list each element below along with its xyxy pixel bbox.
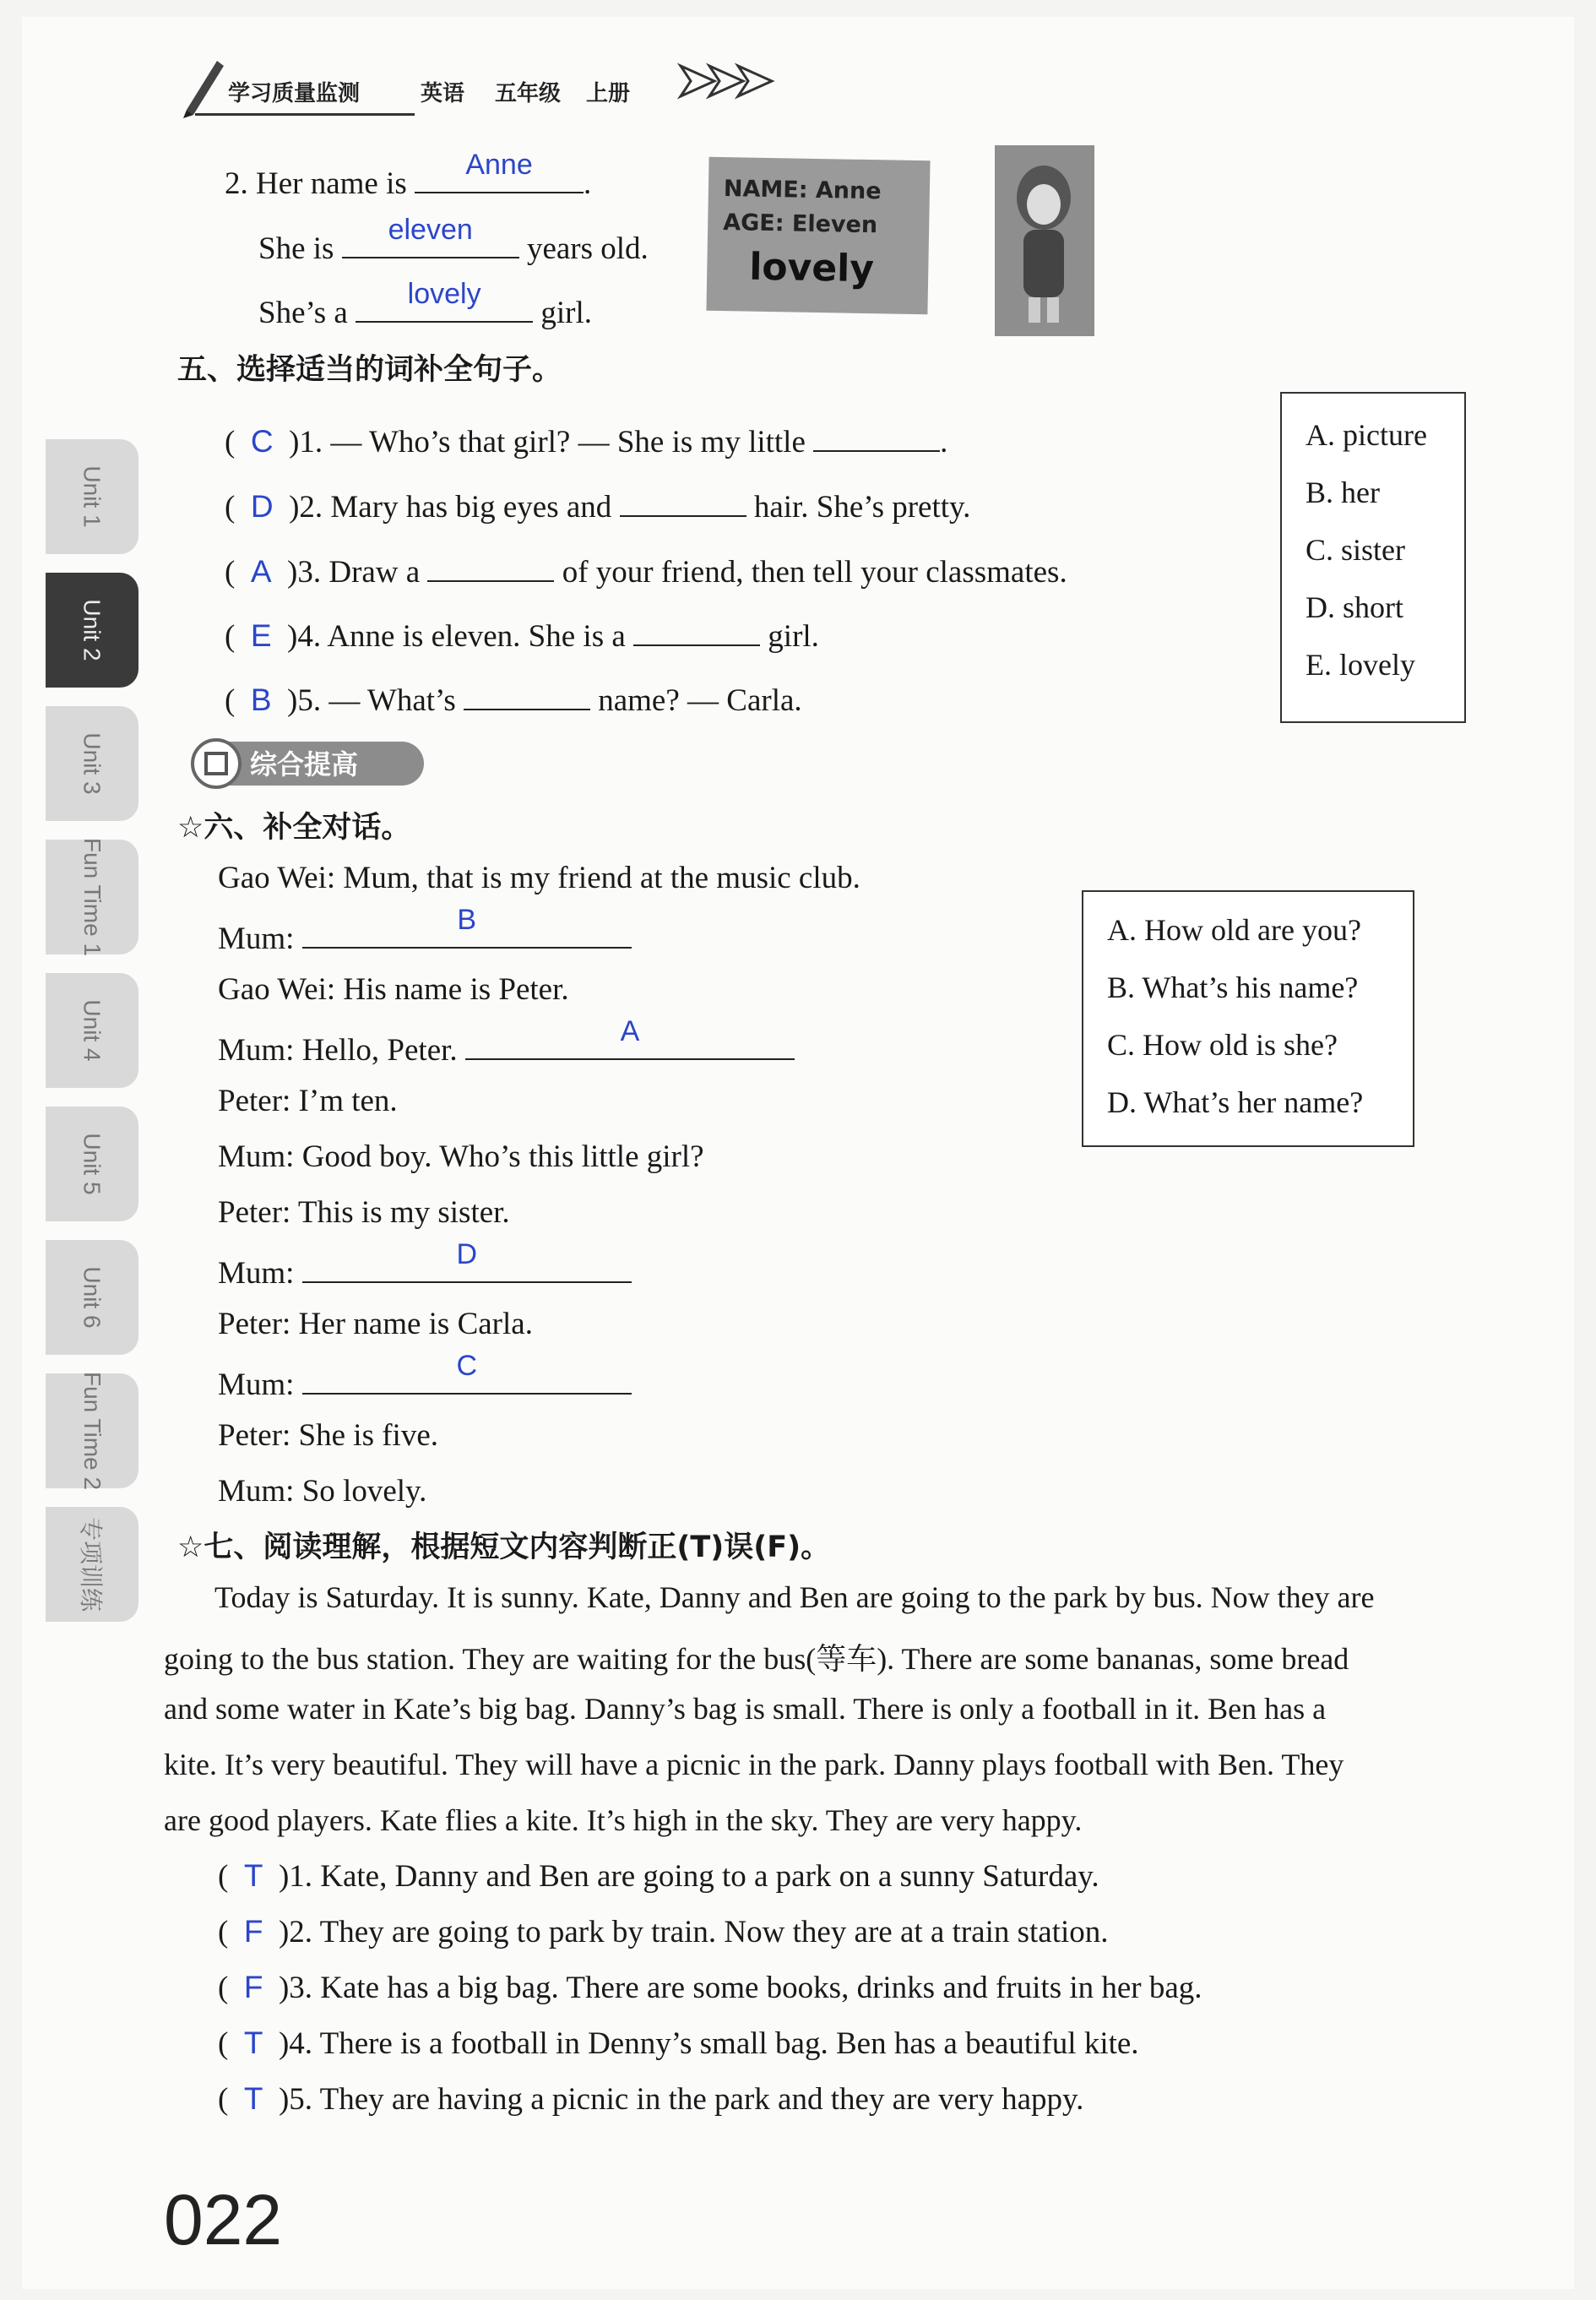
s5-option-e: E. lovely [1306, 648, 1415, 682]
header-volume: 上册 [586, 81, 631, 106]
section5-title: 五、选择适当的词补全句子。 [177, 353, 562, 387]
side-tab-unit3[interactable]: Unit 3 [46, 706, 138, 821]
s6-option-c: C. How old is she? [1107, 1028, 1338, 1062]
s7-item5: ( T )5. They are having a picnic in the park and they are very happy. [218, 2081, 1084, 2117]
passage-line2: going to the bus station. They are waiting for the bus(等车). There are some bananas, some bread [164, 1642, 1349, 1676]
s6-line5: Peter: I’m ten. [218, 1084, 398, 1118]
s5-option-d: D. short [1306, 590, 1403, 624]
s5-item2: ( D )2. Mary has big eyes and hair. She’s pretty. [225, 484, 970, 525]
s6-line4: Mum: Hello, Peter. A [218, 1027, 795, 1068]
answer-eleven: eleven [388, 214, 473, 246]
s5-option-c: C. sister [1306, 533, 1406, 567]
passage-line5: are good players. Kate flies a kite. It’s high in the sky. They are very happy. [164, 1803, 1083, 1837]
side-tab-unit4[interactable]: Unit 4 [46, 973, 138, 1088]
s6-line8: Mum: D [218, 1250, 632, 1291]
s5-item4: ( E )4. Anne is eleven. She is a girl. [225, 613, 819, 655]
side-tab-unit6[interactable]: Unit 6 [46, 1240, 138, 1355]
s6-option-a: A. How old are you? [1107, 913, 1361, 947]
s6-option-b: B. What’s his name? [1107, 971, 1359, 1004]
s5-options-box [1280, 392, 1466, 723]
s5-item3: ( A )3. Draw a of your friend, then tell your classmates. [225, 549, 1067, 590]
side-tab-special-training[interactable]: 专项训练 [46, 1507, 138, 1622]
side-tab-unit1[interactable]: Unit 1 [46, 439, 138, 554]
page-number: 022 [164, 2180, 283, 2259]
s5-option-b: B. her [1306, 476, 1380, 509]
doll-illustration [995, 145, 1094, 336]
workbook-page [22, 17, 1574, 2289]
s6-option-d: D. What’s her name? [1107, 1085, 1364, 1119]
s7-item3: ( F )3. Kate has a big bag. There are some books, drinks and fruits in her bag. [218, 1970, 1202, 2005]
s6-line11: Peter: She is five. [218, 1418, 439, 1453]
s6-line1: Gao Wei: Mum, that is my friend at the music club. [218, 861, 860, 895]
header-series: 学习质量监测 [228, 81, 361, 106]
s5-item1: ( C )1. — Who’s that girl? — She is my little . [225, 419, 947, 460]
s5-option-a: A. picture [1306, 418, 1427, 452]
section6-title: ☆六、补全对话。 [177, 811, 411, 845]
s6-line7: Peter: This is my sister. [218, 1195, 510, 1230]
q2-line2: She is eleven years old. [258, 214, 649, 266]
chevrons-decoration-icon [672, 57, 799, 105]
q2-line3: She’s a lovely girl. [258, 278, 592, 330]
s6-line2: Mum: B [218, 916, 632, 957]
header-subject: 英语 [421, 81, 465, 106]
name-card: NAME: Anne AGE: Eleven lovely [706, 157, 930, 315]
s7-item4: ( T )4. There is a football in Denny’s small bag. Ben has a beautiful kite. [218, 2025, 1139, 2061]
s7-item2: ( F )2. They are going to park by train. Now they are at a train station. [218, 1914, 1109, 1949]
section-badge-label: 综合提高 [250, 748, 359, 780]
s6-line12: Mum: So lovely. [218, 1474, 427, 1509]
s6-line6: Mum: Good boy. Who’s this little girl? [218, 1139, 704, 1174]
passage-line3: and some water in Kate’s big bag. Danny’s bag is small. There is only a football in it. Ben has a [164, 1692, 1327, 1726]
s6-options-box [1082, 890, 1414, 1147]
s7-item1: ( T )1. Kate, Danny and Ben are going to a park on a sunny Saturday. [218, 1858, 1099, 1894]
s6-line10: Mum: C [218, 1362, 632, 1403]
s6-line9: Peter: Her name is Carla. [218, 1307, 533, 1341]
side-tab-unit2[interactable]: Unit 2 [46, 573, 138, 688]
s5-item5: ( B )5. — What’s name? — Carla. [225, 677, 802, 719]
passage-line1: Today is Saturday. It is sunny. Kate, Danny and Ben are going to the park by bus. Now they are [214, 1580, 1375, 1614]
passage-line4: kite. It’s very beautiful. They will have a picnic in the park. Danny plays football with Ben. They [164, 1748, 1344, 1781]
doll-photo [995, 145, 1094, 336]
badge-circle-icon [189, 737, 243, 791]
answer-lovely: lovely [407, 278, 481, 310]
q2-line1: 2. Her name is Anne . [225, 149, 592, 201]
side-tab-fun-time1[interactable]: Fun Time 1 [46, 840, 138, 954]
side-tab-fun-time2[interactable]: Fun Time 2 [46, 1373, 138, 1488]
section7-title: ☆七、阅读理解，根据短文内容判断正(T)误(F)。 [177, 1531, 831, 1564]
header-grade: 五年级 [495, 81, 562, 106]
answer-anne: Anne [465, 149, 533, 181]
side-tab-unit5[interactable]: Unit 5 [46, 1107, 138, 1221]
s6-line3: Gao Wei: His name is Peter. [218, 972, 569, 1007]
